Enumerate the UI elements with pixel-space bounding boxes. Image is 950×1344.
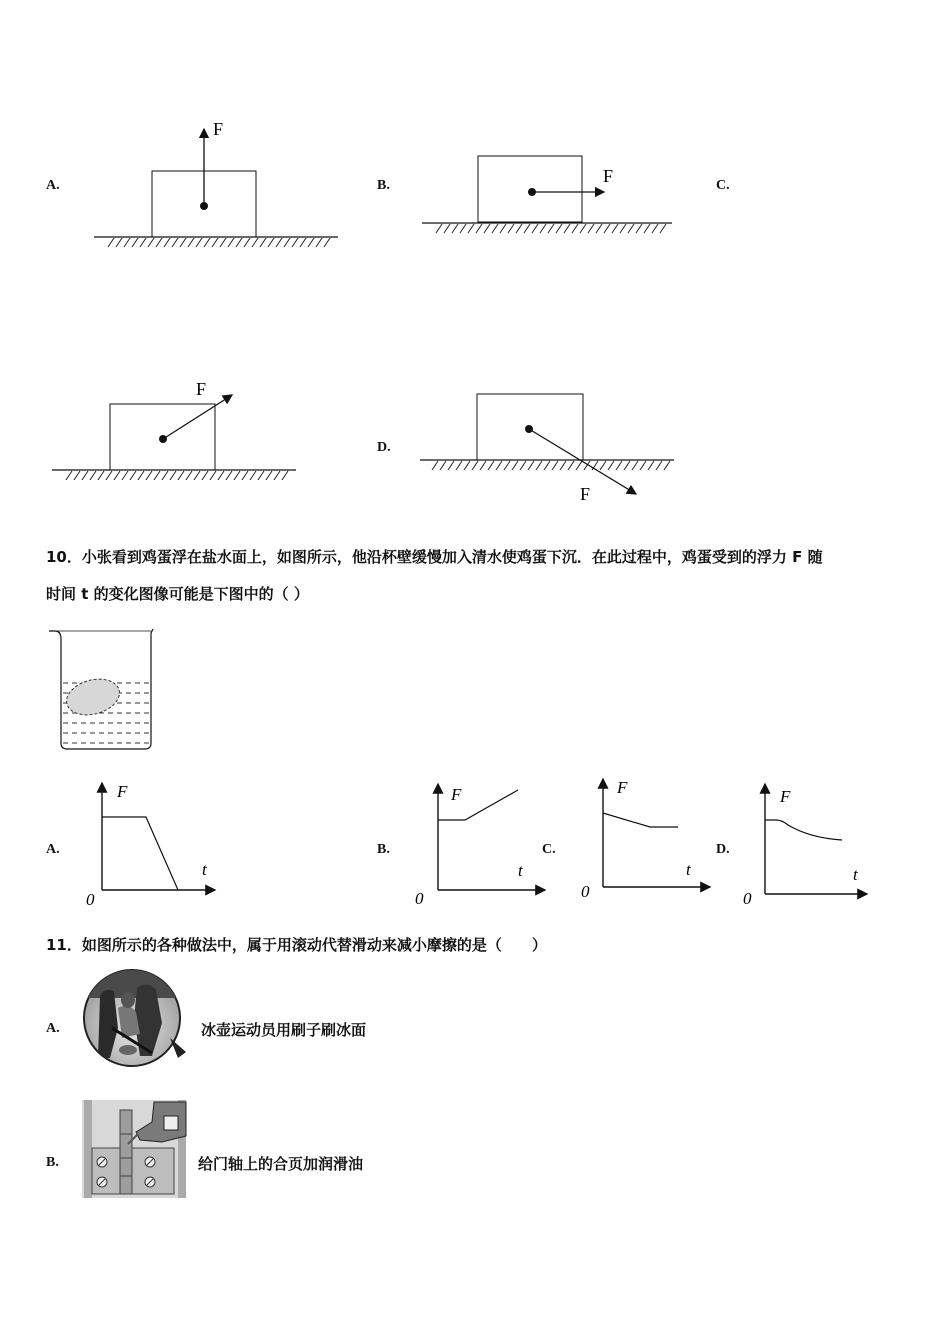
graph-a (80, 775, 225, 910)
option-c-label: C. (716, 178, 730, 193)
diagram-c-force-up-right (50, 375, 300, 490)
axis-t-label: t (853, 865, 858, 884)
q10-option-d-label: D. (716, 842, 730, 857)
force-curve (603, 813, 678, 827)
axis-t-label: t (202, 860, 207, 879)
axis-f-label: F (780, 787, 791, 806)
origin-label: 0 (86, 890, 95, 909)
force-curve (765, 820, 842, 840)
q10-option-a-label: A. (46, 842, 60, 857)
force-curve (438, 790, 518, 820)
q10-option-b-label: B. (377, 842, 390, 857)
origin-label: 0 (415, 889, 424, 908)
question-10-line-1: 10．小张看到鸡蛋浮在盐水面上，如图所示，他沿杯壁缓慢加入清水使鸡蛋下沉．在此过程中，鸡蛋受到的浮力 F 随 (46, 548, 823, 566)
origin-label: 0 (743, 889, 752, 908)
question-10-line-2: 时间 t 的变化图像可能是下图中的（ ） (46, 585, 309, 603)
graph-c (578, 775, 718, 910)
option-d-label: D. (377, 440, 391, 455)
option-b-label: B. (377, 178, 390, 193)
q10-option-c-label: C. (542, 842, 556, 857)
axis-t-label: t (686, 860, 691, 879)
question-11-text: 11．如图所示的各种做法中，属于用滚动代替滑动来减小摩擦的是（ ） (46, 936, 547, 954)
axis-f-label: F (617, 778, 628, 797)
axis-t-label: t (518, 861, 523, 880)
axis-f-label: F (117, 782, 128, 801)
force-label: F (580, 484, 591, 504)
q11-option-a-label: A. (46, 1021, 60, 1036)
q11-option-a-caption: 冰壶运动员用刷子刷冰面 (201, 1021, 367, 1039)
origin-label: 0 (581, 882, 590, 901)
force-label: F (213, 119, 224, 139)
option-a-label: A. (46, 178, 60, 193)
q11-option-b-caption: 给门轴上的合页加润滑油 (198, 1155, 364, 1173)
force-label: F (196, 379, 207, 399)
force-label: F (603, 166, 614, 186)
diagram-a-force-up (90, 115, 340, 255)
graph-b (410, 780, 555, 915)
force-curve (102, 817, 178, 890)
q11-option-b-label: B. (46, 1155, 59, 1170)
diagram-d-force-down-right (418, 390, 678, 510)
diagram-b-force-right (420, 150, 680, 245)
curling-photo (82, 968, 192, 1073)
hinge-oil-photo (82, 1100, 190, 1200)
graph-d (740, 780, 875, 915)
beaker-egg-diagram (45, 625, 155, 755)
axis-f-label: F (451, 785, 462, 804)
